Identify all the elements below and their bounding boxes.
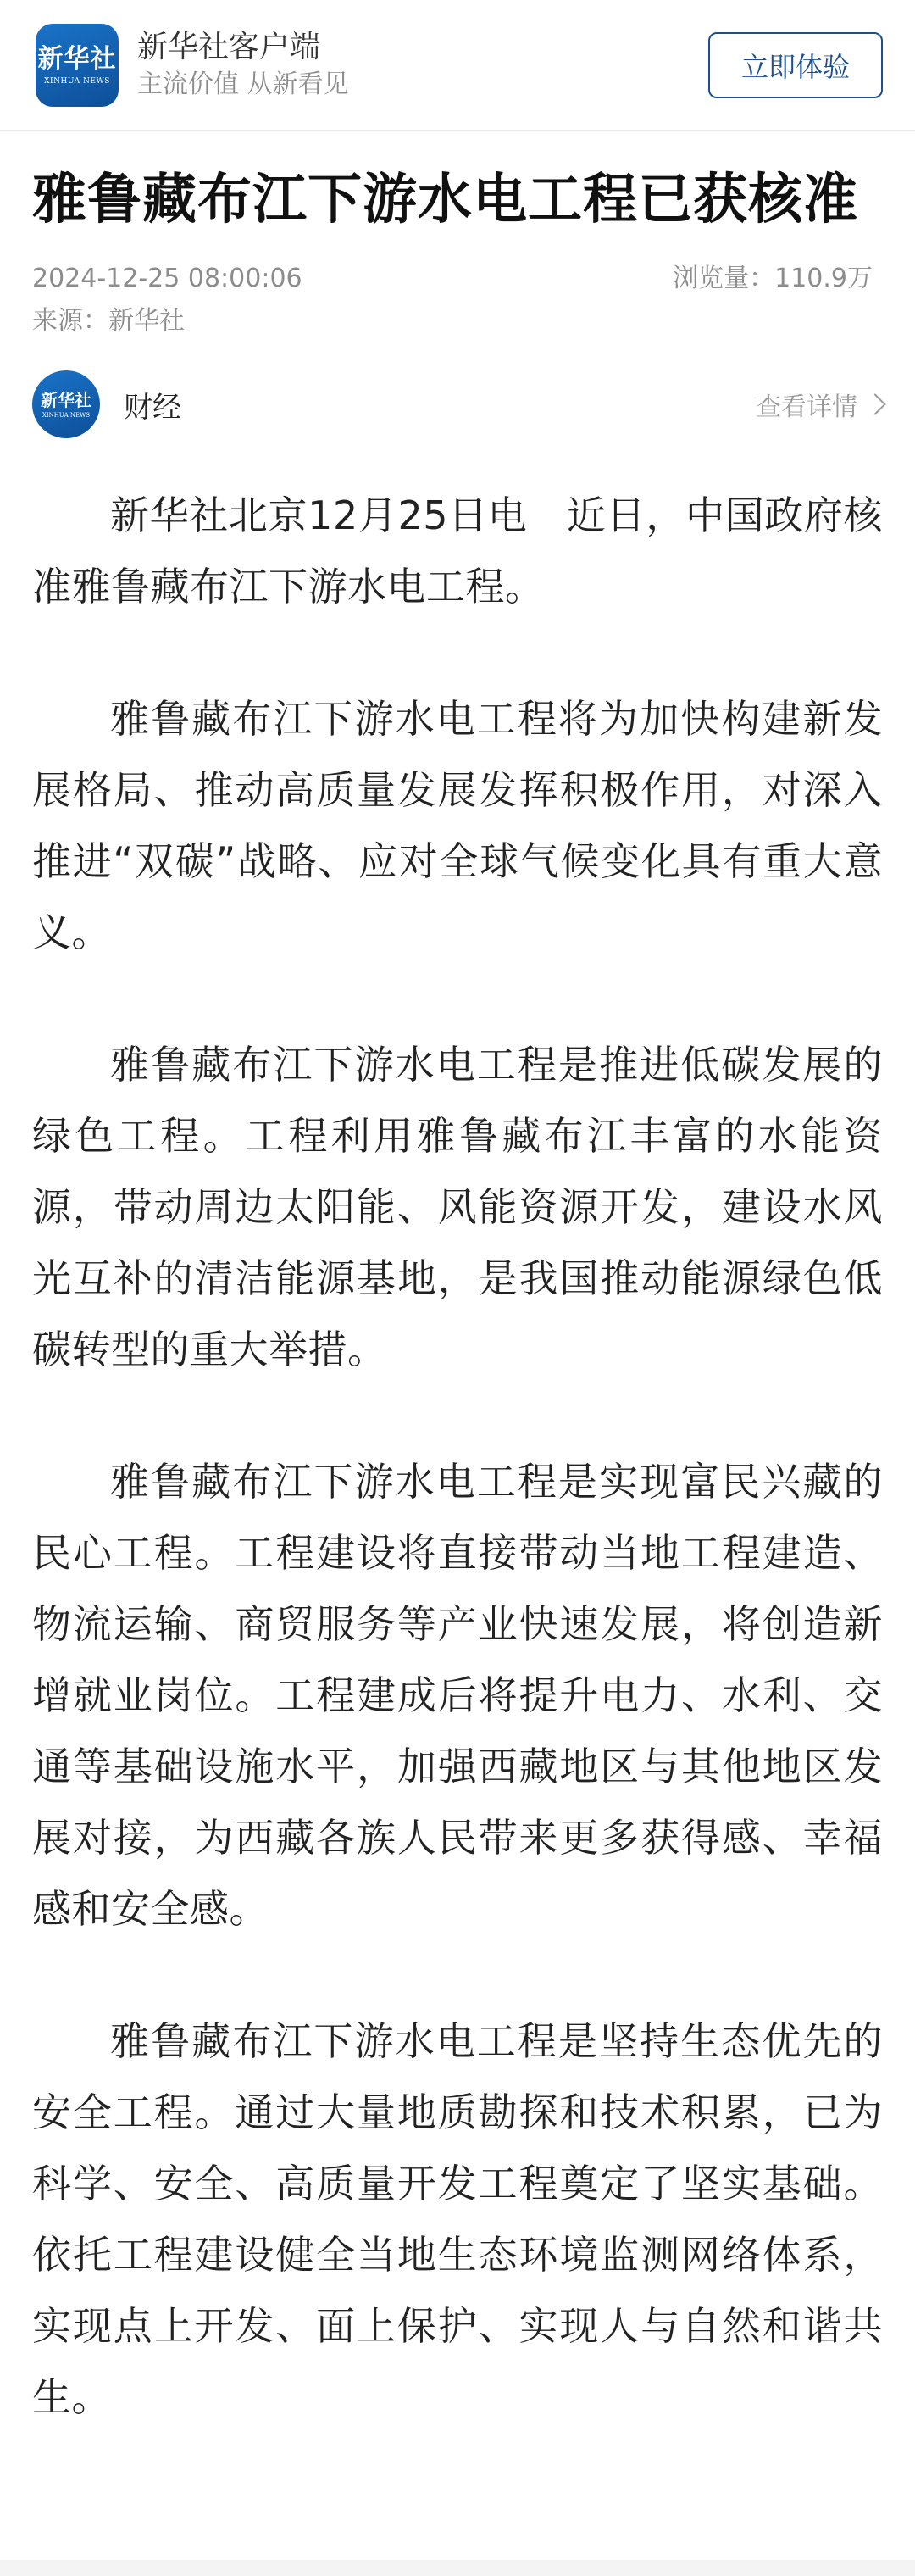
- logo-subtext: XINHUA NEWS: [44, 76, 110, 86]
- app-name: 新华社客户端: [137, 29, 321, 64]
- chevron-right-icon: [864, 393, 885, 414]
- article-meta: [32, 258, 883, 342]
- xinhua-app-logo[interactable]: [36, 24, 119, 107]
- article: [0, 161, 915, 2433]
- avatar-text: 新华社: [41, 390, 92, 410]
- views-label: 浏览量：: [673, 264, 775, 293]
- article-paragraph: 雅鲁藏布江下游水电工程将为加快构建新发展格局、推动高质量发展发挥积极作用，对深入推进“双碳”战略、应对全球气候变化具有重大意义。: [32, 696, 883, 955]
- view-details-label: 查看详情: [756, 392, 857, 422]
- article-title: 雅鲁藏布江下游水电工程已获核准: [32, 169, 858, 231]
- article-paragraph: 雅鲁藏布江下游水电工程是推进低碳发展的绿色工程。工程利用雅鲁藏布江丰富的水能资源，带动周边太阳能、风能资源开发，建设水风光互补的清洁能源基地，是我国推动能源绿色低碳转型的重大举措。: [32, 1042, 883, 1372]
- app-info: [137, 28, 708, 103]
- app-slogan: 主流价值 从新看见: [137, 69, 349, 99]
- views-value: 110.9万: [774, 264, 873, 293]
- article-paragraph: 新华社北京12月25日电 近日，中国政府核准雅鲁藏布江下游水电工程。: [32, 492, 883, 609]
- logo-text: 新华社: [37, 43, 117, 74]
- bottom-divider: [0, 2560, 915, 2576]
- channel-avatar[interactable]: [32, 370, 100, 438]
- meta-row-date-views: [32, 258, 883, 300]
- article-paragraph: 雅鲁藏布江下游水电工程是坚持生态优先的安全工程。通过大量地质勘探和技术积累，已为科学、安全、高质量开发工程奠定了坚实基础。依托工程建设健全当地生态环境监测网络体系，实现点上开发、面上保护、实现人与自然和谐共生。: [32, 2018, 883, 2420]
- article-body: [32, 480, 883, 2433]
- app-download-banner: [0, 0, 915, 131]
- publish-datetime: 2024-12-25 08:00:06: [32, 264, 302, 293]
- source-value: 新华社: [108, 306, 185, 336]
- article-paragraph: 雅鲁藏布江下游水电工程是实现富民兴藏的民心工程。工程建设将直接带动当地工程建造、物流运输、商贸服务等产业快速发展，将创造新增就业岗位。工程建成后将提升电力、水利、交通等基础设施水平，加强西藏地区与其他地区发展对接，为西藏各族人民带来更多获得感、幸福感和安全感。: [32, 1459, 883, 1932]
- avatar-subtext: XINHUA NEWS: [42, 412, 91, 419]
- view-count: [673, 258, 883, 300]
- channel-name[interactable]: 财经: [124, 390, 181, 425]
- article-source: [32, 300, 883, 342]
- channel-row: [32, 368, 883, 441]
- view-details-link[interactable]: [756, 386, 883, 423]
- try-now-button[interactable]: 立即体验: [708, 32, 883, 98]
- source-label: 来源：: [32, 306, 108, 336]
